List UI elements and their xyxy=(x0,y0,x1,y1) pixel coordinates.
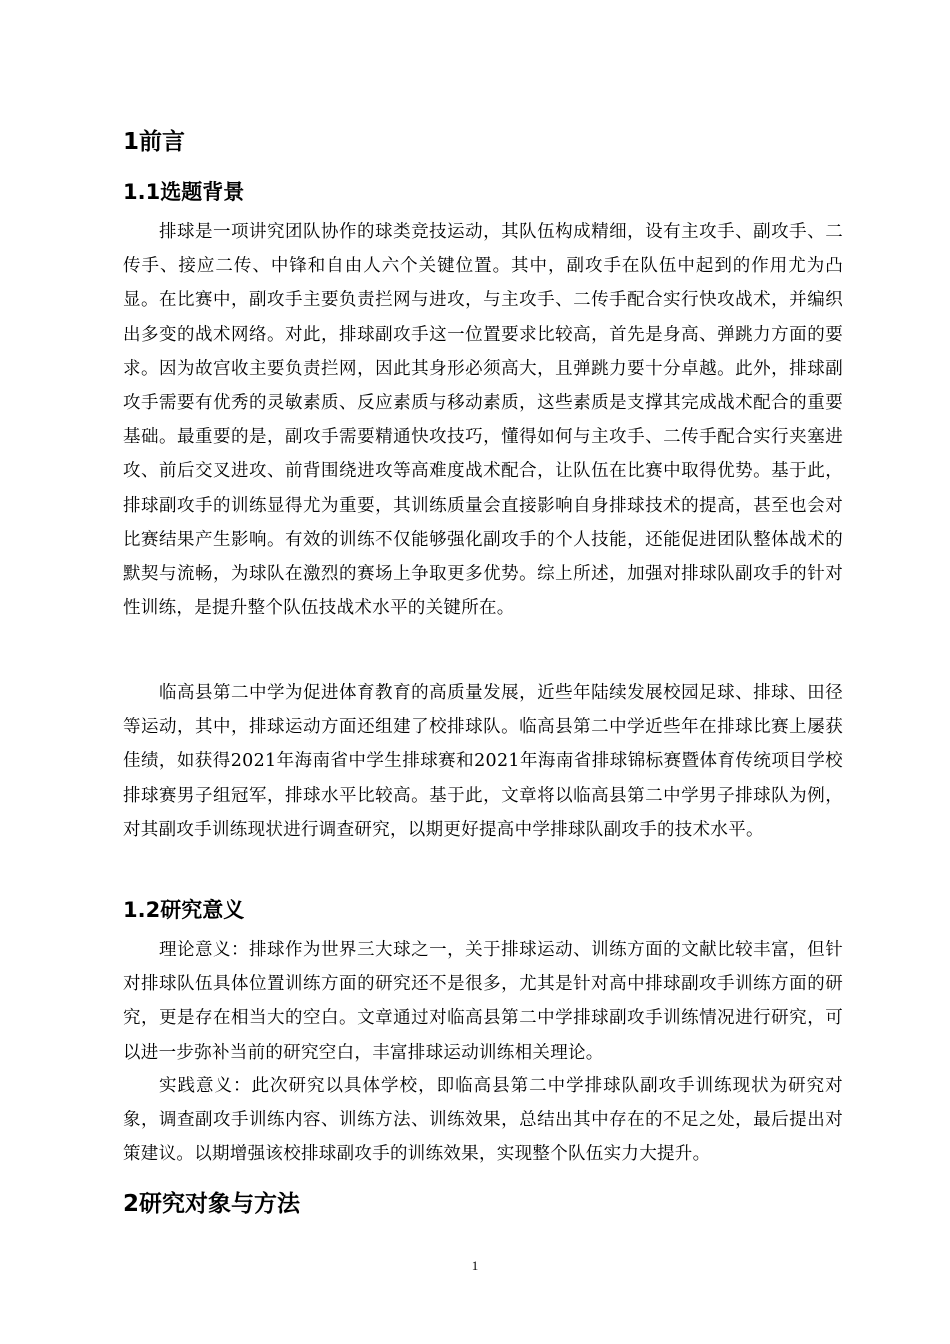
heading-research-significance: 1.2研究意义 xyxy=(123,898,245,922)
heading-introduction: 1前言 xyxy=(123,129,186,155)
heading-research-objects-methods: 2研究对象与方法 xyxy=(123,1191,301,1217)
page-number: 1 xyxy=(471,1258,479,1273)
paragraph-background-2: 临高县第二中学为促进体育教育的高质量发展，近些年陆续发展校园足球、排球、田径等运动，其中，排球运动方面还组建了校排球队。临高县第二中学近些年在排球比赛上屡获佳绩，如获得2021年海南省中学生排球赛和2021年海南省排球锦标赛暨体育传统项目学校排球赛男子组冠军，排球水平比较高。基于此，文章将以临高县第二中学男子排球队为例，对其副攻手训练现状进行调查研究，以期更好提高中学排球队副攻手的技术水平。 xyxy=(123,683,843,840)
paragraph-practical-significance: 实践意义：此次研究以具体学校，即临高县第二中学排球队副攻手训练现状为研究对象，调查副攻手训练内容、训练方法、训练效果，总结出其中存在的不足之处，最后提出对策建议。以期增强该校排球副攻手的训练效果，实现整个队伍实力大提升。 xyxy=(123,1076,843,1165)
paragraph-theoretical-significance: 理论意义：排球作为世界三大球之一，关于排球运动、训练方面的文献比较丰富，但针对排球队伍具体位置训练方面的研究还不是很多，尤其是针对高中排球副攻手训练方面的研究，更是存在相当大的空白。文章通过对临高县第二中学排球副攻手训练情况进行研究，可以进一步弥补当前的研究空白，丰富排球运动训练相关理论。 xyxy=(123,940,843,1063)
heading-topic-background: 1.1选题背景 xyxy=(123,180,245,204)
paragraph-background-1: 排球是一项讲究团队协作的球类竞技运动，其队伍构成精细，设有主攻手、副攻手、二传手、接应二传、中锋和自由人六个关键位置。其中，副攻手在队伍中起到的作用尤为凸显。在比赛中，副攻手主要负责拦网与进攻，与主攻手、二传手配合实行快攻战术，并编织出多变的战术网络。对此，排球副攻手这一位置要求比较高，首先是身高、弹跳力方面的要求。因为故宫收主要负责拦网，因此其身形必须高大，且弹跳力要十分卓越。此外，排球副攻手需要有优秀的灵敏素质、反应素质与移动素质，这些素质是支撑其完成战术配合的重要基础。最重要的是，副攻手需要精通快攻技巧，懂得如何与主攻手、二传手配合实行夹塞进攻、前后交叉进攻、前背围绕进攻等高难度战术配合，让队伍在比赛中取得优势。基于此，排球副攻手的训练显得尤为重要，其训练质量会直接影响自身排球技术的提高，甚至也会对比赛结果产生影响。有效的训练不仅能够强化副攻手的个人技能，还能促进团队整体战术的默契与流畅，为球队在激烈的赛场上争取更多优势。综上所述，加强对排球队副攻手的针对性训练，是提升整个队伍技战术水平的关键所在。 xyxy=(123,222,843,619)
